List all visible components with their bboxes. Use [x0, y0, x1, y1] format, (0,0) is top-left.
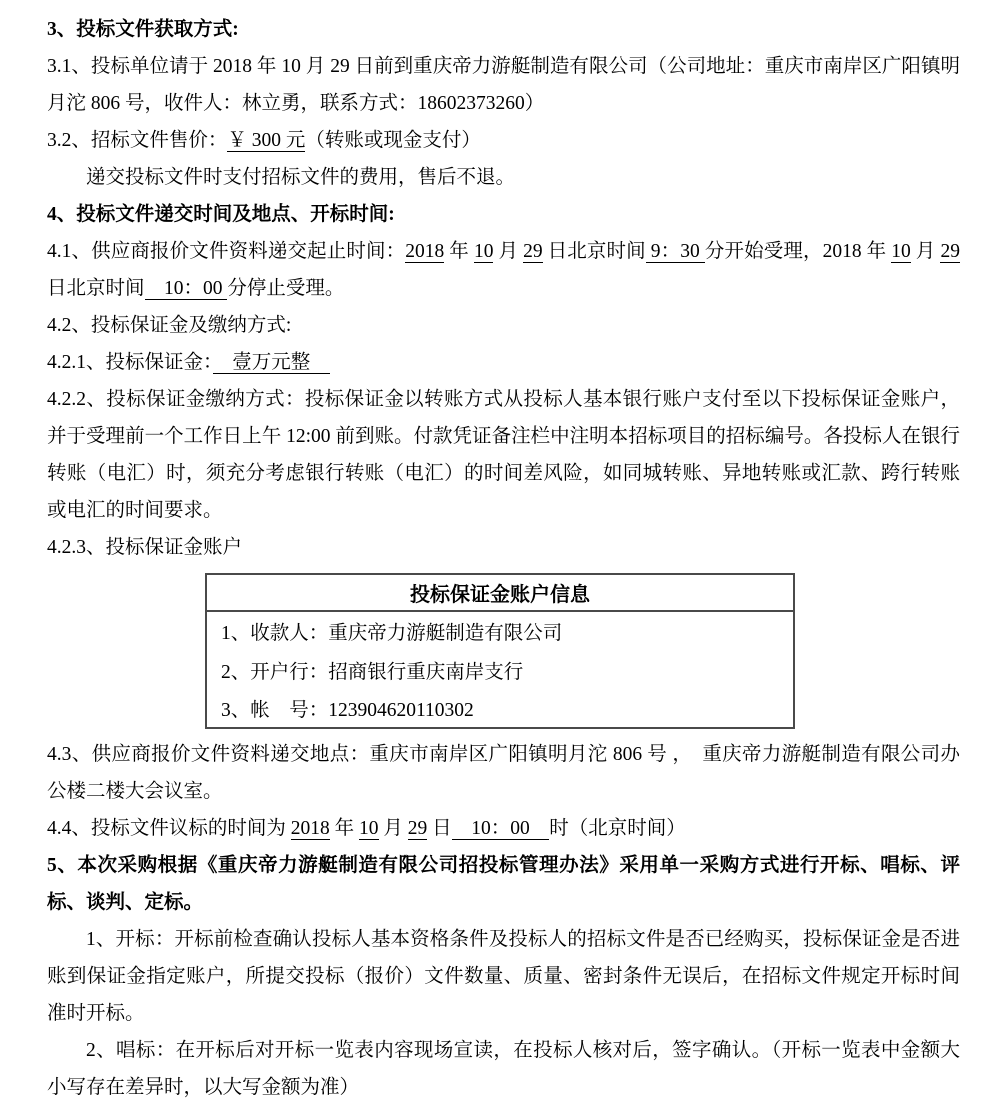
- paragraph: [47, 736, 960, 810]
- underlined-field: 10: [891, 241, 911, 262]
- text-run: 4.2.3、投标保证金账户: [47, 537, 243, 558]
- paragraph: [47, 48, 960, 122]
- text-run: 1、开标：开标前检查确认投标人基本资格条件及投标人的招标文件是否已经购买，投标保证金是否进账到保证金指定账户，所提交投标（报价）文件数量、质量、密封条件无误后，在招标文件规定开标时间准时开标。: [47, 929, 960, 1024]
- paragraph: [47, 122, 960, 159]
- underlined-field: 2018: [290, 818, 330, 839]
- table-header-row: [206, 574, 794, 611]
- text-run: 分开始受理，2018 年: [704, 241, 892, 262]
- table-cell: 3、帐 号：123904620110302: [221, 700, 474, 721]
- paragraph: [47, 307, 960, 344]
- text-run: 日: [427, 818, 452, 839]
- text-run: 月: [910, 241, 941, 262]
- underlined-field: 10: [473, 241, 494, 262]
- text-run: 4.3、供应商报价文件资料递交地点：重庆市南岸区广阳镇明月沱 806 号 ， 重庆帝力游艇制造有限公司办公楼二楼大会议室。: [47, 744, 960, 802]
- table-row: [206, 650, 794, 689]
- section-heading: [47, 11, 960, 48]
- paragraph: [47, 344, 960, 381]
- text-run: 分停止受理。: [227, 278, 345, 299]
- underlined-field: 10：00: [144, 278, 228, 299]
- paragraph: [47, 1032, 960, 1106]
- text-run: 时（北京时间）: [549, 818, 686, 839]
- text-run: 3、投标文件获取方式:: [47, 19, 239, 40]
- text-run: 5、本次采购根据《重庆帝力游艇制造有限公司招投标管理办法》采用单一采购方式进行开标、唱标、评标、谈判、定标。: [47, 855, 960, 913]
- underlined-field: 29: [940, 241, 960, 262]
- underlined-field: 10：00: [451, 818, 550, 839]
- text-run: 4.1、供应商报价文件资料递交起止时间：: [47, 241, 406, 262]
- text-run: 3.2、招标文件售价：: [47, 130, 228, 151]
- deposit-account-table: [205, 573, 795, 729]
- table-cell: 2、开户行：招商银行重庆南岸支行: [221, 661, 524, 683]
- paragraph: [47, 381, 960, 529]
- text-run: 4.2.1、投标保证金：: [47, 352, 213, 373]
- text-run: 2、唱标：在开标后对开标一览表内容现场宣读，在投标人核对后，签字确认。（开标一览表中金额大小写存在差异时，以大写金额为准）: [47, 1040, 960, 1098]
- underlined-field: 29: [407, 818, 428, 839]
- paragraph: [47, 159, 960, 196]
- document-body: [47, 11, 960, 1106]
- paragraph: [47, 529, 960, 566]
- text-run: 日北京时间: [47, 278, 145, 299]
- text-run: 递交投标文件时支付招标文件的费用，售后不退。: [86, 167, 516, 188]
- underlined-field: ￥ 300 元: [227, 130, 306, 151]
- text-run: 4.4、投标文件议标的时间为: [47, 818, 291, 839]
- paragraph: [47, 921, 960, 1032]
- underlined-field: 10: [359, 818, 379, 839]
- underlined-field: 壹万元整: [212, 352, 330, 373]
- text-run: 月: [493, 241, 524, 262]
- table-cell: 1、收款人：重庆帝力游艇制造有限公司: [221, 623, 563, 644]
- text-run: 月: [378, 818, 408, 839]
- text-run: 日北京时间: [542, 241, 646, 262]
- text-run: 年: [444, 241, 474, 262]
- paragraph: [47, 810, 960, 847]
- text-run: 4.2.2、投标保证金缴纳方式：投标保证金以转账方式从投标人基本银行账户支付至以下投标保证金账户，并于受理前一个工作日上午 12:00 前到账。付款凭证备注栏中注明本招标项目的招标编号。各投标人在银行转账（电汇）时，须充分考虑银行转账（电汇）的时间差风险，如同城转账、异地转账或汇款、跨行转账或电汇的时间要求。: [47, 389, 960, 521]
- text-run: 3.1、投标单位请于 2018 年 10 月 29 日前到重庆帝力游艇制造有限公司（公司地址：重庆市南岸区广阳镇明月沱 806 号，收件人：林立勇，联系方式：18602373260）: [47, 56, 960, 114]
- text-run: 4.2、投标保证金及缴纳方式:: [47, 315, 292, 336]
- text-run: 年: [329, 818, 360, 839]
- underlined-field: 2018: [405, 241, 445, 262]
- section-heading: [47, 847, 960, 921]
- section-heading: [47, 196, 960, 233]
- text-run: 4、投标文件递交时间及地点、开标时间:: [47, 204, 395, 225]
- text-run: （转账或现金支付）: [305, 130, 481, 151]
- table-row: [206, 689, 794, 728]
- underlined-field: 9：30: [645, 241, 705, 262]
- table-title: 投标保证金账户信息: [206, 574, 794, 611]
- paragraph: [47, 233, 960, 307]
- underlined-field: 29: [523, 241, 543, 262]
- table-row: [206, 611, 794, 650]
